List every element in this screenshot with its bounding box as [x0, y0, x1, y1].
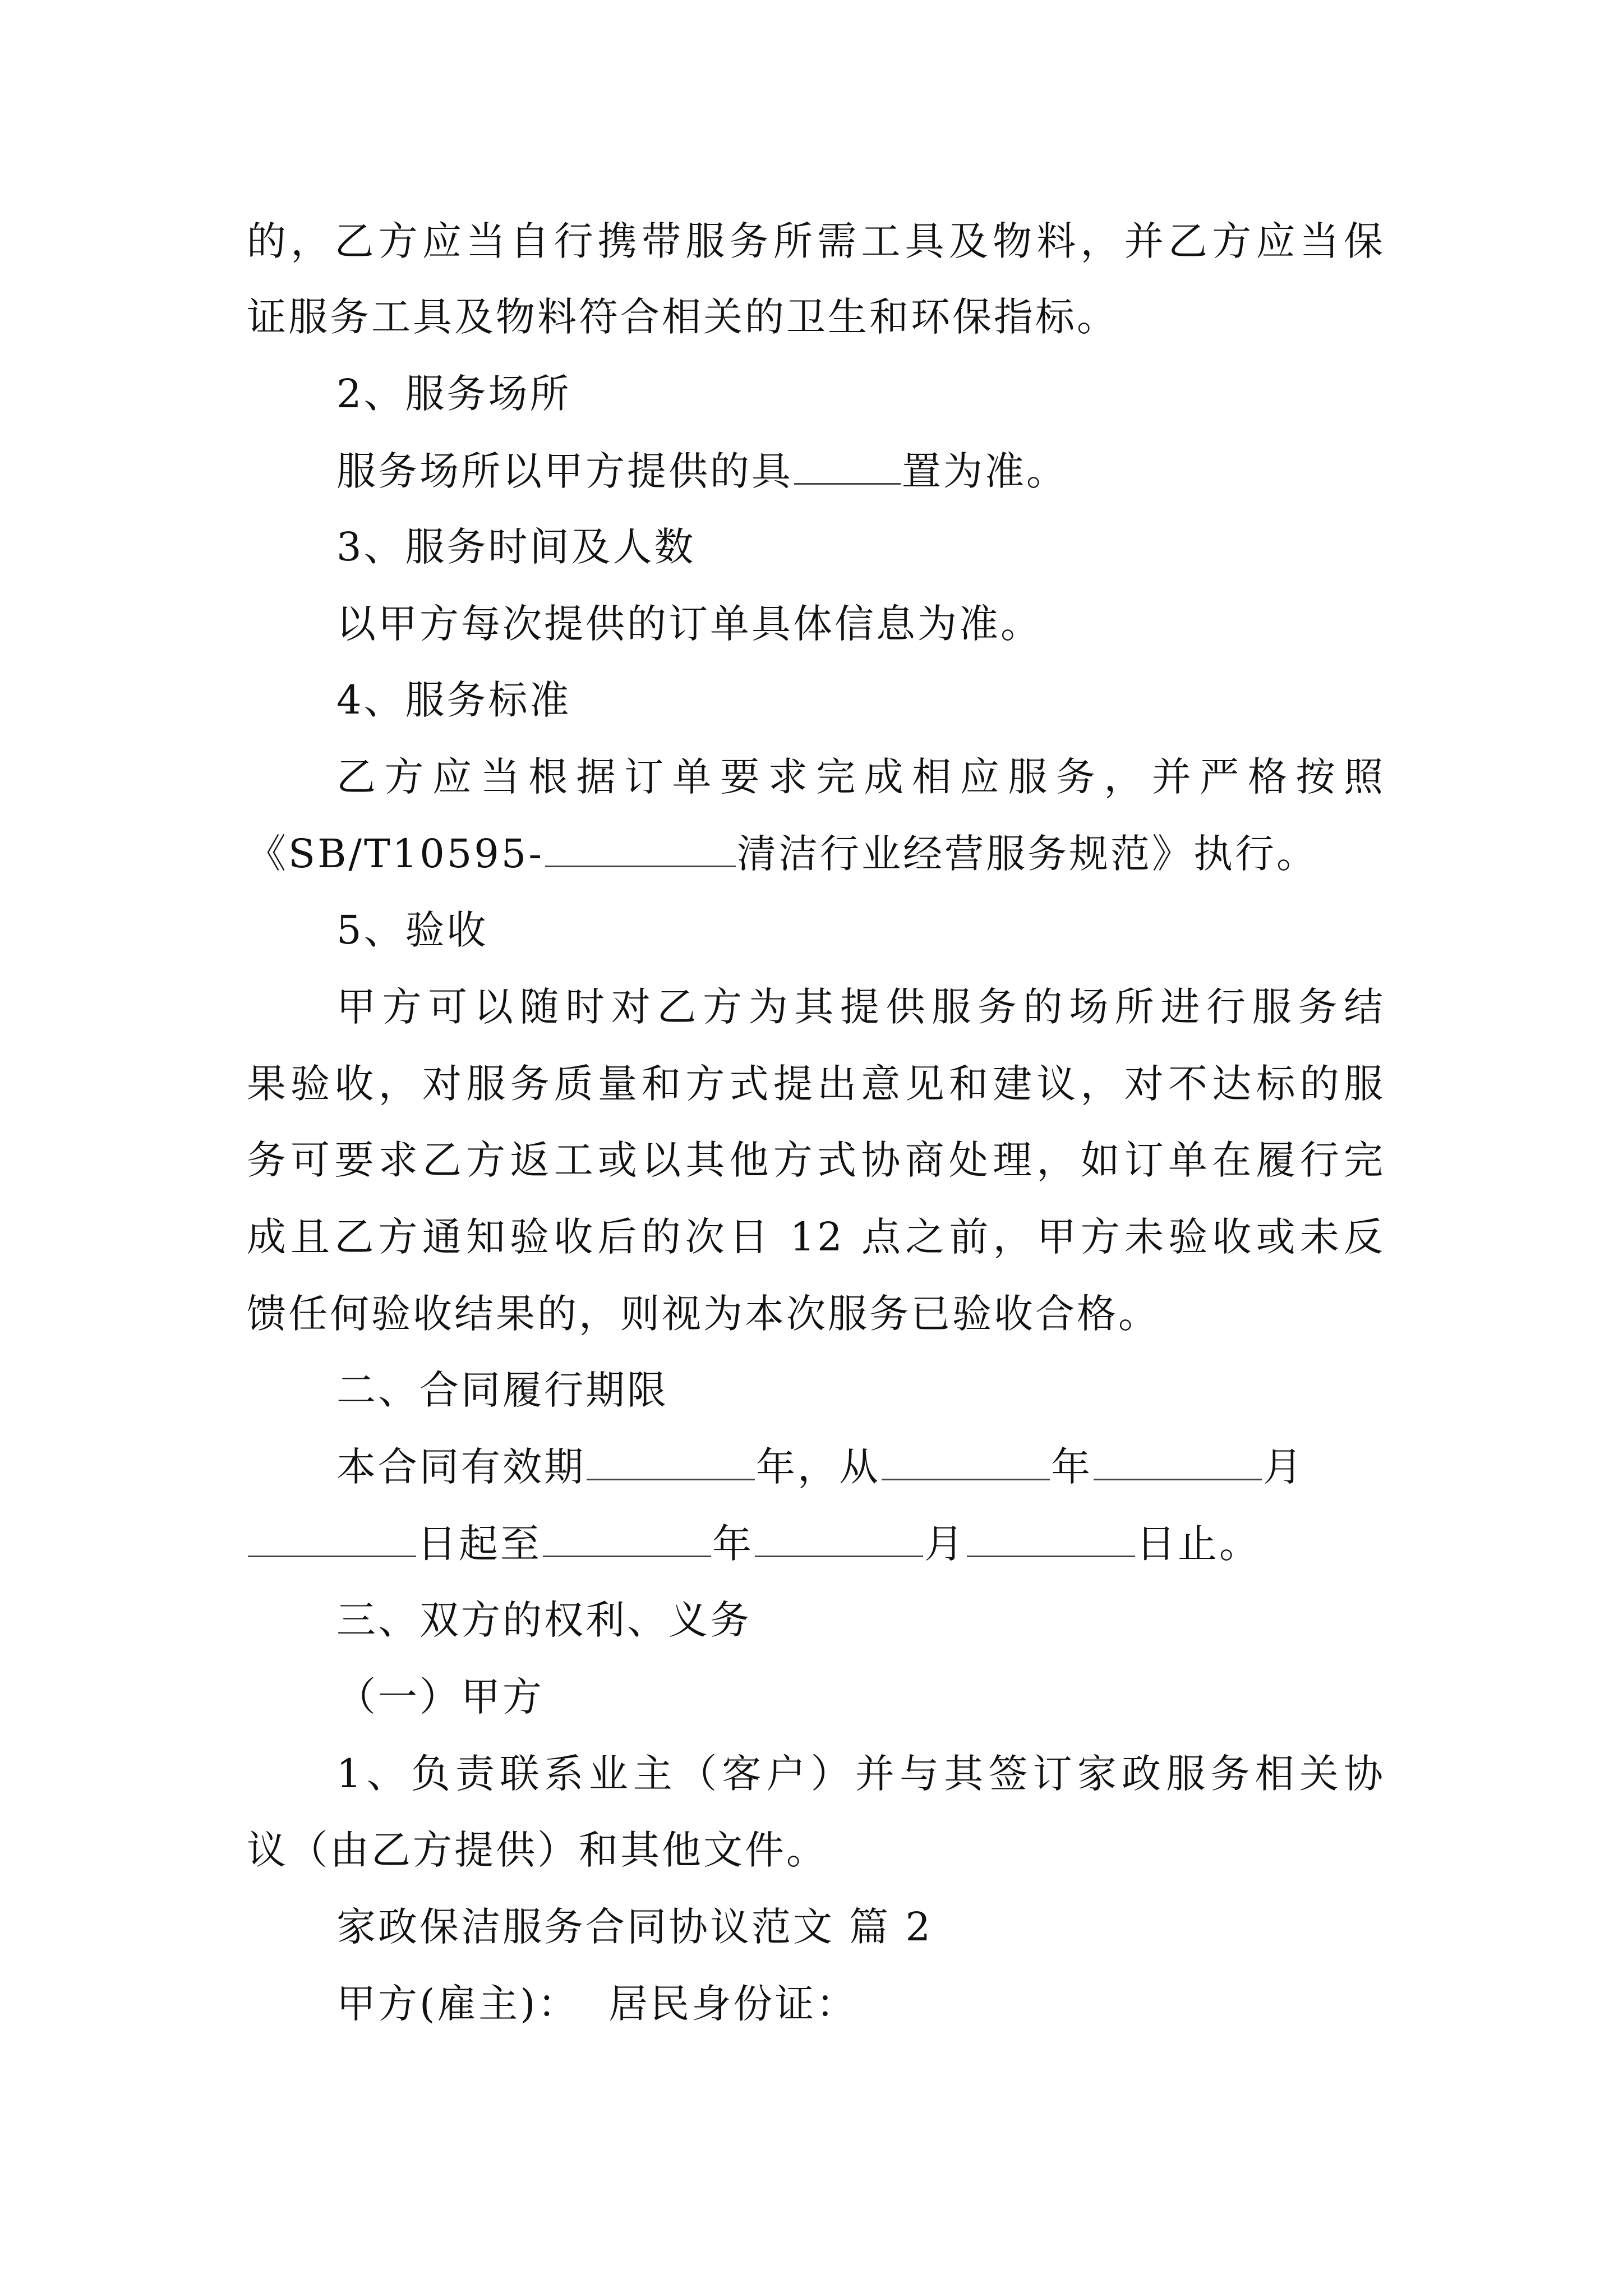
term-blank: [1094, 1439, 1262, 1480]
term-blank: [587, 1439, 755, 1480]
paragraph-line: 乙方应当根据订单要求完成相应服务，并严格按照: [336, 754, 1385, 800]
paragraph-line: 成且乙方通知验收后的次日 12 点之前，甲方未验收或未反: [247, 1214, 1385, 1260]
contract-term-line: [247, 1516, 1261, 1572]
term-text: 月: [1263, 1444, 1304, 1490]
contract-term-line: [336, 1439, 1304, 1495]
paragraph-line: 以甲方每次提供的订单具体信息为准。: [336, 601, 1042, 647]
paragraph-line: 果验收，对服务质量和方式提出意见和建议，对不达标的服: [247, 1061, 1385, 1107]
subsection-heading: （一）甲方: [336, 1674, 544, 1720]
venue-text-end: 置为准。: [902, 448, 1068, 494]
term-text: 年，从: [756, 1444, 880, 1490]
term-text: 日起至: [417, 1521, 542, 1567]
section-heading: 5、验收: [336, 907, 488, 953]
paragraph-line: 证服务工具及物料符合相关的卫生和环保指标。: [247, 294, 1118, 340]
section-heading: 二、合同履行期限: [336, 1367, 668, 1413]
section-heading: 三、双方的权利、义务: [336, 1597, 751, 1643]
paragraph-line: 议（由乙方提供）和其他文件。: [247, 1827, 828, 1873]
standard-title: 清洁行业经营服务规范》执行。: [737, 831, 1318, 877]
term-text: 本合同有效期: [336, 1444, 585, 1490]
term-blank: [248, 1516, 416, 1557]
standard-reference-line: [247, 826, 1318, 882]
term-text: 年: [712, 1521, 754, 1567]
term-blank: [967, 1516, 1135, 1557]
paragraph-line: 1、负责联系业主（客户）并与其签订家政服务相关协: [336, 1751, 1385, 1797]
paragraph-line: 务可要求乙方返工或以其他方式协商处理，如订单在履行完: [247, 1137, 1385, 1183]
document-title: 家政保洁服务合同协议范文 篇 2: [336, 1904, 933, 1950]
standard-code: 《SB/T10595-: [247, 831, 545, 877]
venue-line: [336, 443, 1068, 499]
term-blank: [882, 1439, 1050, 1480]
paragraph-line: 馈任何验收结果的，则视为本次服务已验收合格。: [247, 1291, 1160, 1337]
standard-blank: [545, 826, 736, 867]
term-text: 年: [1051, 1444, 1092, 1490]
section-heading: 3、服务时间及人数: [336, 524, 696, 570]
term-text: 月: [924, 1521, 966, 1567]
party-a-line: 甲方(雇主)： 居民身份证：: [336, 1981, 858, 2027]
paragraph-line: 的，乙方应当自行携带服务所需工具及物料，并乙方应当保: [247, 218, 1385, 264]
term-text: 日止。: [1136, 1521, 1261, 1567]
paragraph-line: 甲方可以随时对乙方为其提供服务的场所进行服务结: [336, 984, 1385, 1030]
term-blank: [543, 1516, 711, 1557]
term-blank: [755, 1516, 923, 1557]
venue-text: 服务场所以甲方提供的具: [336, 448, 793, 494]
section-heading: 4、服务标准: [336, 677, 571, 723]
venue-blank: [794, 444, 901, 485]
section-heading: 2、服务场所: [336, 371, 571, 417]
